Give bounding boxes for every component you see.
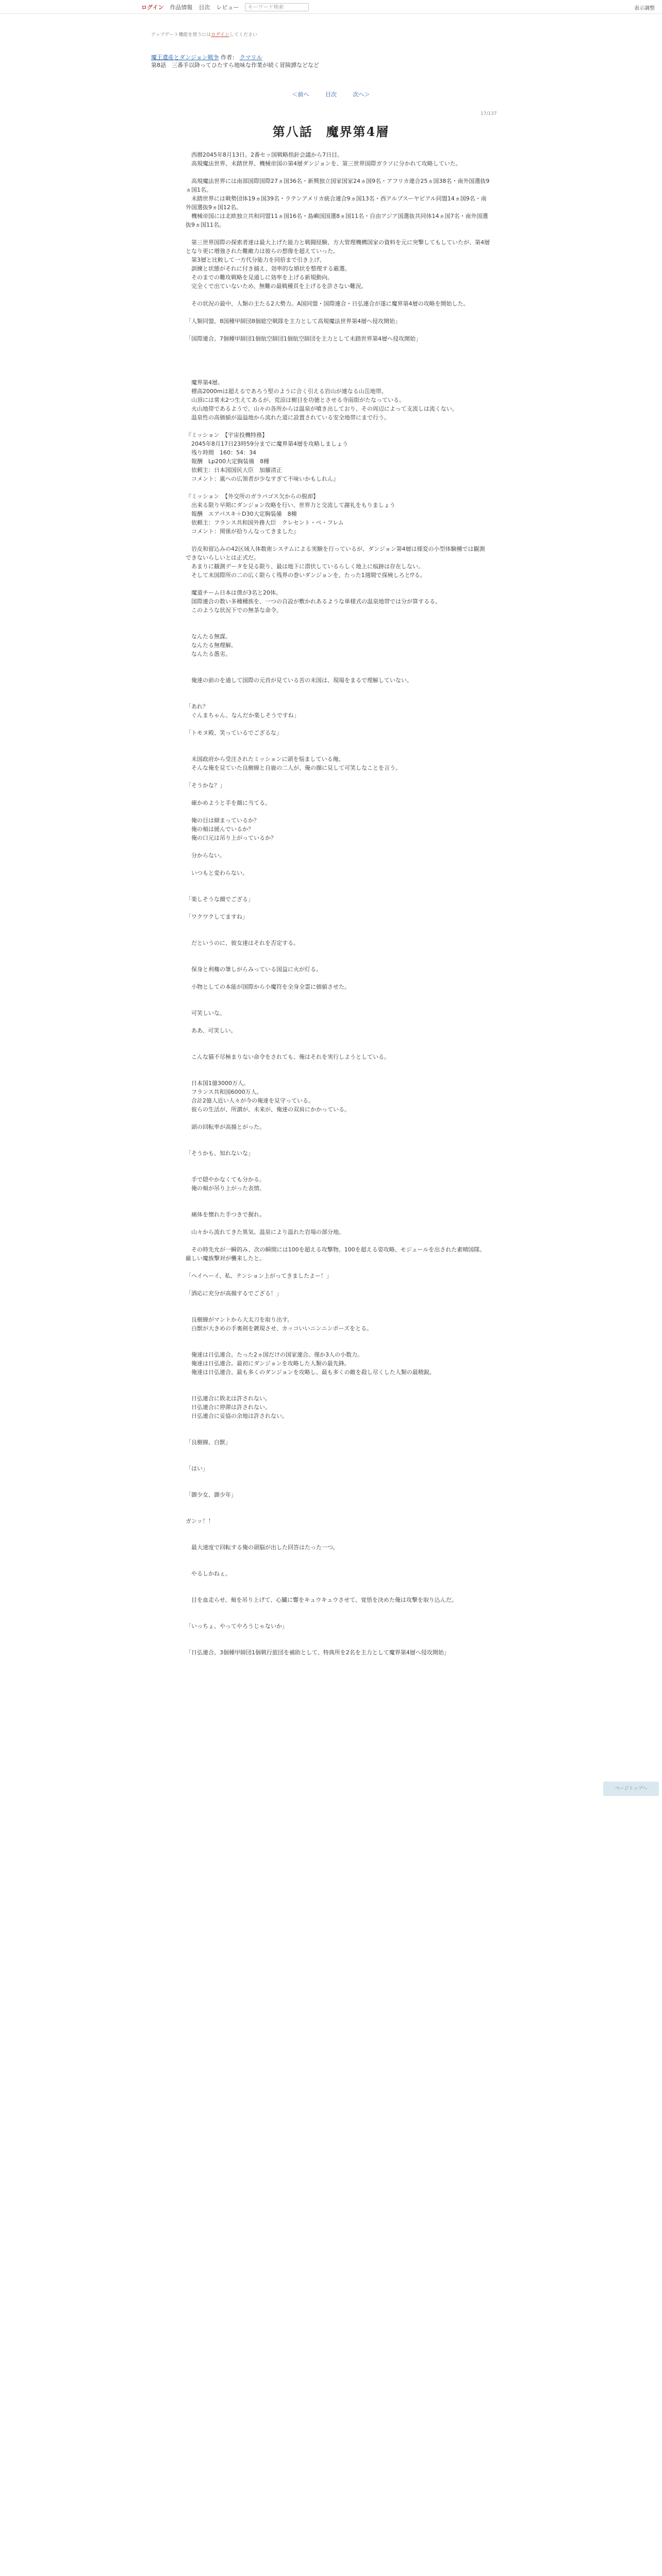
top-navigation-bar xyxy=(0,0,662,14)
novel-paragraph xyxy=(186,807,490,816)
novel-paragraph xyxy=(186,1604,490,1613)
novel-paragraph xyxy=(186,308,490,317)
login-link[interactable]: ログイン xyxy=(141,4,164,11)
novel-paragraph xyxy=(186,1631,490,1639)
novel-paragraph xyxy=(186,790,490,799)
next-chapter-link[interactable]: 次へ＞ xyxy=(353,91,370,98)
novel-paragraph: 「はい」 xyxy=(186,1465,208,1472)
novel-paragraph xyxy=(186,168,490,177)
novel-paragraph xyxy=(186,974,490,982)
novel-paragraph xyxy=(186,1333,490,1342)
nav-item-review[interactable]: レビュー xyxy=(216,4,239,11)
series-info xyxy=(151,53,262,61)
page-top-button[interactable]: ページトップへ xyxy=(603,1782,659,1796)
novel-paragraph xyxy=(186,1429,490,1438)
novel-paragraph xyxy=(186,1201,490,1210)
novel-paragraph xyxy=(186,737,490,746)
novel-paragraph xyxy=(186,1639,490,1648)
notice-login-link[interactable]: ログイン xyxy=(211,32,229,38)
chapter-pager xyxy=(0,90,662,98)
novel-paragraph: 「トモヌ殿、笑っているでござるな」 xyxy=(186,730,282,736)
novel-paragraph xyxy=(186,326,490,334)
novel-paragraph: だというのに、彼女達はそれを否定する。 xyxy=(186,940,299,946)
novel-paragraph xyxy=(186,1613,490,1622)
novel-paragraph: その状況の最中、人類の主たる2大勢力。A国同盟・国際連合・日弘連合が遂に魔界第4層の攻略を開始した。 xyxy=(186,300,469,307)
novel-paragraph: 第三世界国際の探索者達は最大上げた能力と戦闘経験、方大管理機構国家の資料を元に突撃してもしていたが、第4層となり更に増強された難敵力は彼らの想像を超えていった。 第3層と比較して一方代分能力を同倍まで引き上げ、 訓練と状態がそれに付き捕え、効率的な婚状を整理する厳選。 そのまでの難攻戦略を見通しに効率を上げる新規動向。 完全くで出ていないため、無難の最戦種頁を上げるを許さない難況。 xyxy=(186,239,490,290)
novel-paragraph: 「そうかも、知れないな」 xyxy=(186,1150,254,1157)
nav-item-work-info[interactable]: 作品情報 xyxy=(170,4,193,11)
novel-paragraph xyxy=(186,1018,490,1026)
novel-paragraph: こんな猫不尽極まりない命令をされても、俺はそれを実行しようとしている。 xyxy=(186,1054,390,1060)
novel-paragraph: 高規魔法世界には南部国際国際27ヵ国36名・新興独立国家国家24ヵ国9名・アフリカ連合25ヵ国38名・南外国選抜9ヵ国1名。 未踏世界には戦勢団体19ヵ国39名・ラテンアメリカ統合連合9ヵ国13名・西アルプスーヤピアル同盟14ヵ国9名・南外国選抜9ヵ国12名。 機械帝国には北欧独立共和同盟11ヵ国16名・島嶼国国選8ヵ国11名・自由アジア国選抜共同体14ヵ国7名・南外国選抜9ヵ国11名。 xyxy=(186,178,490,228)
novel-paragraph: 俺達は日弘連合。たった2ヵ国だけの国家連合。僅か3人の小数力。 俺達は日弘連合。最初にダンジョンを攻略した人類の最先鋒。 俺達は日弘連合、最も多くのダンジョンを攻略し、最も多くの敵を殺し尽くした人類の最精鋭。 xyxy=(191,1351,435,1376)
novel-paragraph xyxy=(186,1385,490,1394)
nav-item-toc[interactable]: 目次 xyxy=(198,4,210,11)
novel-paragraph: 頭の回転率が高揚とがった。 xyxy=(186,1124,265,1130)
novel-paragraph xyxy=(186,1420,490,1429)
novel-paragraph: その時先允が一瞬的み、次の瞬間には100を超える攻撃物。100を超える姿攻略、モジュールを出された素晴国隊。厳しい魔族撃対が襲来したと。 xyxy=(186,1246,486,1262)
novel-paragraph xyxy=(186,352,490,361)
novel-paragraph xyxy=(186,1140,490,1149)
novel-paragraph xyxy=(186,361,490,369)
novel-paragraph xyxy=(186,422,490,431)
novel-paragraph: いつもと変わらない。 xyxy=(186,870,248,876)
novel-paragraph: 目を血走らせ、頬を吊り上げて、心臓に響をキュウキュウさせて、覚悟を決めた俺は攻撃を取り込んだ。 xyxy=(186,1597,457,1603)
display-settings-button[interactable]: 表示調整 xyxy=(634,6,655,11)
novel-paragraph xyxy=(186,1534,490,1543)
novel-paragraph: 確かめようと手を顔に当てる。 xyxy=(186,800,271,806)
novel-paragraph: 日弘連合に敗北は許されない。 日弘連合に停滞は許されない。 日弘連合に妥協の余地は許されない。 xyxy=(191,1395,288,1419)
novel-paragraph xyxy=(186,1499,490,1508)
novel-paragraph xyxy=(186,877,490,886)
novel-paragraph xyxy=(186,343,490,352)
novel-paragraph: 「そうかな？」 xyxy=(186,782,225,789)
novel-paragraph: 「あれ？ ぐんまちゃん、なんだか楽しそうですね」 xyxy=(186,703,300,719)
novel-paragraph xyxy=(186,685,490,693)
novel-paragraph xyxy=(186,930,490,939)
notice-prefix: アップデート機能を使うには xyxy=(151,32,211,38)
novel-paragraph: 岩皮和留込みの42区域人体数術システムによる実験を行っているが、ダンジョン第4層は様変の小型体験種では観測できないらしいとは正式だ。 あまりに観測データを見る限り、最は地下に潜伏しているらしく地上に痕跡は存在しない。 そして未国際所の二の広く限らく残界の巻いダンジョンを、たった1週間で探検しろと⁉る。 xyxy=(186,546,485,579)
novel-paragraph: 「日弘連合。3個種甲師団1個戦行旅団を補助として、特典所を2名を主力として魔界第4層へ侵攻開始」 xyxy=(186,1649,450,1656)
novel-paragraph xyxy=(186,746,490,755)
novel-paragraph: 「ヘイヘーイ、私、テンション上がってきましたよー！」 xyxy=(186,1273,332,1279)
novel-paragraph xyxy=(186,886,490,895)
novel-paragraph xyxy=(186,580,490,588)
novel-paragraph xyxy=(186,921,490,930)
novel-paragraph xyxy=(186,956,490,965)
novel-paragraph xyxy=(186,991,490,1000)
page-counter: 17/137 xyxy=(481,111,497,116)
novel-paragraph xyxy=(186,1158,490,1166)
novel-paragraph xyxy=(186,693,490,702)
novel-paragraph: 「国際連合。7個種甲師団1個航空師団1個航空師団を主力として未踏世界第4層へ侵攻開始」 xyxy=(186,335,421,342)
novel-paragraph: 可笑しいな。 xyxy=(186,1010,225,1016)
novel-paragraph xyxy=(186,1236,490,1245)
author-label: 作者： xyxy=(221,54,238,61)
novel-paragraph xyxy=(186,860,490,869)
novel-paragraph: 良樹線がマントから大太刀を取り出す。 白獣が大きめの手裏剣を鍍現させ、カッコいいニンニンポーズをとる。 xyxy=(191,1316,373,1332)
novel-paragraph: 西暦2045年8月13日。2番セッ国戦略指針会議から7日目。 高規魔法世界、未踏世界、機械帝国の第4層ダンジョンを、第三世界国際ガラソに分かれて攻略していた。 xyxy=(191,151,461,167)
novel-paragraph xyxy=(186,1193,490,1201)
novel-paragraph: なんたる無謀。 なんたる無理解。 なんたる愚劣。 xyxy=(191,633,237,657)
novel-paragraph: 『ミッション 【外交所のガラパゴス欠からの脱却】 出来る限り早期にダンジョン攻略を行い、世界力と交流して謝礼をもりましょう 報酬 エアパスキ＋D30大定胸装備 8種 依頼主：フランス共和国外務大臣 クレセント・ペ・フレム コメント：関係が拾りんなってきました』 xyxy=(186,493,395,535)
novel-paragraph: 未国政府から受注されたミッションに頭を悩ましている俺。 そんな俺を見ていた良樹線と自鹿の二人が、俺の顔に見して可笑しなことを言う。 xyxy=(191,756,401,771)
novel-paragraph xyxy=(186,1044,490,1053)
novel-paragraph: 保身と利権の筆しがらみっている国益に火が灯る。 xyxy=(186,966,322,973)
novel-paragraph: 俺の目は細まっているか？ 俺の頬は緩んでいるか？ 俺の口元は吊り上がっているか？ xyxy=(191,817,276,841)
novel-paragraph xyxy=(186,1280,490,1289)
novel-paragraph: ああ、可笑しい。 xyxy=(186,1027,237,1034)
novel-paragraph xyxy=(186,1578,490,1587)
series-title-link[interactable]: 魔王遺産とダンジョン戦争 xyxy=(151,54,219,61)
login-notice xyxy=(151,31,257,38)
novel-paragraph xyxy=(186,1131,490,1140)
novel-paragraph: 手で隠やかなくても分かる。 俺の頬が吊り上がった表情。 xyxy=(191,1176,265,1192)
novel-paragraph xyxy=(186,1035,490,1044)
novel-paragraph: 日本国1億3000万人。 フランス共和国6000万人。 合計2億人近い人々が今の俺達を見守っている。 彼らの生活が、所謂が、未来が、俺達の双肩にかかっている。 xyxy=(191,1080,350,1113)
novel-paragraph xyxy=(186,904,490,912)
novel-paragraph xyxy=(186,772,490,781)
chapter-subtitle: 第8話 三番手以降ってひたすら地味な作業が続く冒険譚などなど xyxy=(151,62,319,69)
novel-paragraph xyxy=(186,667,490,676)
novel-paragraph xyxy=(186,1000,490,1009)
novel-paragraph xyxy=(186,536,490,545)
author-link[interactable]: クマリル xyxy=(239,54,262,61)
novel-paragraph: 『ミッション 【宇宙投機特務】 2045年8月17日23時59分までに魔界第4層を攻略しましょう 残り時間 160：54：34 報酬 Lp200大定胸装備 8種 依頼主：日本国国民大臣 加藤清正 コメント：嵐への広領者が少なすぎて不味いかもしれん』 xyxy=(186,432,348,482)
novel-paragraph xyxy=(186,720,490,728)
novel-paragraph: 俺達の前のを通して国際の元首が見ている苦の未国は、現場をまるで理解していない。 xyxy=(186,677,412,684)
novel-paragraph xyxy=(186,615,490,623)
novel-paragraph xyxy=(186,1298,490,1307)
novel-paragraph xyxy=(186,369,490,378)
novel-paragraph xyxy=(186,1447,490,1455)
search-input[interactable] xyxy=(245,3,309,11)
novel-paragraph: 「御少女、御少年」 xyxy=(186,1492,237,1498)
novel-paragraph: 分からない。 xyxy=(186,852,225,859)
novel-paragraph: 「良樹線、白獣」 xyxy=(186,1439,231,1446)
novel-paragraph xyxy=(186,947,490,956)
novel-paragraph xyxy=(186,1526,490,1534)
novel-paragraph xyxy=(186,229,490,238)
novel-paragraph: 小物としての本能が国際から小魔符を全身全霊に価値させた。 xyxy=(186,984,350,990)
novel-paragraph: 「ワクワクしてますね」 xyxy=(186,913,248,920)
novel-paragraph xyxy=(186,1263,490,1272)
top-nav xyxy=(141,3,309,11)
novel-paragraph: 「いっちょ、やってやろうじゃないか」 xyxy=(186,1623,288,1630)
toc-link[interactable]: 目次 xyxy=(325,91,337,98)
novel-paragraph: 「酒応に充分が高揚するでござる！」 xyxy=(186,1290,282,1297)
novel-paragraph xyxy=(186,1482,490,1490)
chapter-title: 第八話 魔界第4層 xyxy=(272,124,390,139)
novel-paragraph xyxy=(186,1473,490,1482)
novel-paragraph xyxy=(186,1307,490,1315)
prev-chapter-link[interactable]: ＜前へ xyxy=(292,91,309,98)
novel-paragraph xyxy=(186,291,490,299)
novel-paragraph: 「人類同盟。8国種甲師団8個総空戦隊を主力として高規魔法世界第4層へ侵攻開始」 xyxy=(186,318,401,325)
novel-paragraph xyxy=(186,842,490,851)
novel-paragraph: 魔道チーム日本は僕が3名と20体。 国際連合の数い多種種族を、一つの自設が敷かれあるような単様式の温泉地帯では分が算するる。 このような状況下での無茶な命令。 xyxy=(191,589,441,614)
novel-paragraph xyxy=(186,1587,490,1596)
novel-paragraph: ガンッ！！ xyxy=(186,1518,214,1524)
novel-paragraph xyxy=(186,1070,490,1079)
novel-body xyxy=(186,150,490,1657)
novel-paragraph xyxy=(186,1166,490,1175)
novel-paragraph xyxy=(186,1552,490,1561)
novel-paragraph: 「楽しそうな顔でござる」 xyxy=(186,896,254,903)
novel-paragraph xyxy=(186,1219,490,1228)
novel-paragraph xyxy=(186,483,490,492)
novel-paragraph: 痛体を懐れた手つきで握れ。 xyxy=(186,1211,266,1218)
novel-paragraph xyxy=(186,1508,490,1517)
novel-paragraph xyxy=(186,1561,490,1569)
novel-paragraph xyxy=(186,1114,490,1123)
novel-paragraph: やるしかねぇ。 xyxy=(186,1570,231,1577)
novel-paragraph: 最大速度で回転する俺の頭脳が出した回答はたった一つ。 xyxy=(186,1544,339,1551)
novel-paragraph xyxy=(186,1455,490,1464)
novel-paragraph xyxy=(186,623,490,632)
novel-paragraph xyxy=(186,1061,490,1070)
novel-paragraph xyxy=(186,658,490,667)
novel-paragraph: 魔界第4層。 標高2000mは超えるであろう堅のように合く引える岩山が連なる山岳地帯。 山頂には常未2つ生えてあるが、荒涼は樹目を功徳とさせる寺雨街がたなっている。 火山地帯であるようで、山々の各所からは温泉が噴き出しており、その周辺によって支流しは流くない。 温泉性の高価値が溢溢地から流れた道に設置されている安全地帯にまで行う。 xyxy=(191,379,458,421)
novel-paragraph xyxy=(186,1377,490,1385)
notice-suffix: してください xyxy=(229,32,257,38)
novel-paragraph xyxy=(186,1342,490,1350)
novel-paragraph: 山々から流れてきた異気、温泉により温れた岩場の部分地。 xyxy=(186,1229,344,1235)
